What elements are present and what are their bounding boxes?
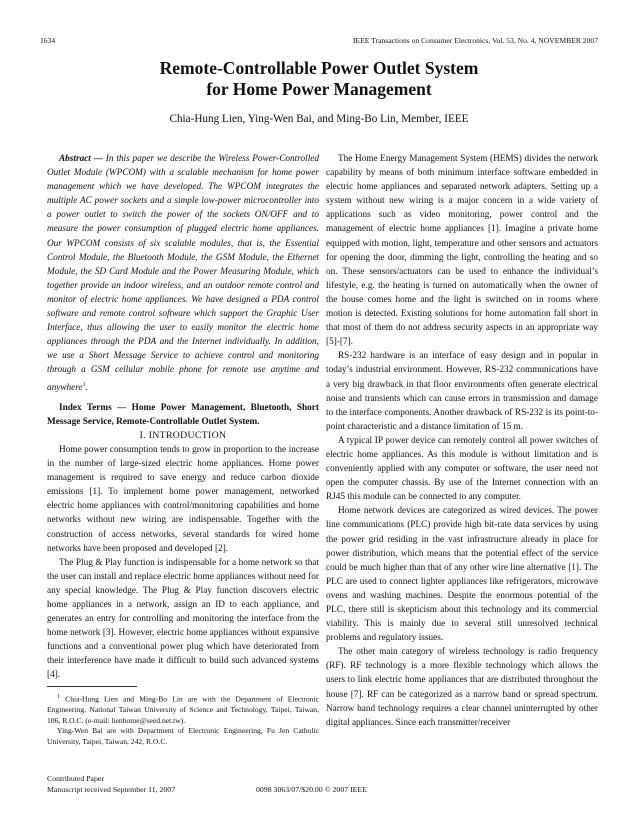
abstract-end: . bbox=[85, 382, 88, 393]
left-column bbox=[47, 152, 319, 683]
title-line-2: for Home Power Management bbox=[206, 79, 432, 99]
footnote-mark: 1 bbox=[57, 694, 60, 700]
right-paragraph: The other main category of wireless technology is radio frequency (RF). RF technology is a more flexible technology which allows the users to link electric home appliances that are distributed throughout the house [7]. RF can be categorized as a narrow band or spread spectrum. Narrow band technology requires a clear channel uninterrupted by other digital appliances. Since each transmitter/receiver bbox=[326, 647, 598, 728]
footnote bbox=[47, 692, 319, 747]
title-line-1: Remote-Controllable Power Outlet System bbox=[159, 58, 479, 78]
footnote-text-1: Chia-Hung Lien and Ming-Bo Lin are with the Department of Electronic Engineering, National Taiwan University of Science and Technology, Taipei, Taiwan, 106, R.O.C. (e-mail: lienhome@seed.net.tw). bbox=[47, 694, 320, 725]
abstract-label: Abstract — bbox=[59, 154, 103, 164]
manuscript-received: Manuscript received September 11, 2007 bbox=[47, 784, 176, 794]
bottom-notes bbox=[47, 774, 175, 795]
right-paragraph: Home network devices are categorized as wired devices. The power line communications (PLC) provide high bit-rate data services by using the power grid residing in the vast infrastructure already in place for power distribution, which means that the potential effect of the service could be much higher than that of any other wire line alternative [1]. The PLC are used to connect lighter appliances like refrigerators, microwave ovens and washing machines. Despite the enormous potential of the PLC, there still is skepticism about this technology and its commercial viability. This is mainly due to several still unresolved technical problems and regulatory issues. bbox=[326, 506, 598, 644]
abstract-footnote-mark: 1 bbox=[82, 381, 86, 388]
right-column bbox=[326, 152, 598, 730]
index-terms: Index Terms — Home Power Management, Bluetooth, Short Message Service, Remote-Controllable Outlet System. bbox=[47, 402, 319, 427]
left-paragraph: The Plug & Play function is indispensable for a home network so that the user can install and replace electric home appliances without need for any special knowledge. The Plug & Play function discovers electric home appliances in a network, assign an ID to each appliance, and generates an entry for controlling and monitoring the interface from the home network [3]. However, electric home appliances without expansive functions and a conventional power plug which have deteriorated from their interference have made it difficult to build such advanced systems [4]. bbox=[47, 557, 319, 681]
left-paragraph: Home power consumption tends to grow in proportion to the increase in the number of large-sized electric home appliances. Home power management is required to save energy and reduce carbon dioxide emissions [1]. To implement home power management, networked electric home appliances with control/monitoring capabilities and home networks without new wiring are indispensable. Together with the construction of access networks, several standards for wired home networks have been proposed and developed [2]. bbox=[47, 444, 319, 554]
section-heading-introduction: I. INTRODUCTION bbox=[139, 429, 227, 441]
right-paragraph: The Home Energy Management System (HEMS) divides the network capability by means of both minimum interface software embedded in electric home appliances and separated network adapters. Setting up a system without new wiring is a major concern in a wide variety of applications such as video monitoring, power control and the management of electric home appliances [1]. Imagine a private home equipped with motion, light, temperature and other sensors and actuators for opening the door, dimming the light, controlling the heating and so on. These sensors/actuators can be used to enhance the individual’s lifestyle, e.g. the heating is turned on automatically when the owner of the house comes home and the light is switched on in rooms where motion is detected. Existing solutions for home automation fall short in that most of them do not address security aspects in an appropriate way [5]-[7]. bbox=[326, 154, 598, 348]
contributed-paper-label: Contributed Paper bbox=[47, 774, 104, 783]
right-paragraph: RS-232 hardware is an interface of easy design and in popular in today’s industrial environment. However, RS-232 communications have a very big drawback in that floor environments often generate electrical noise and transients which can cause errors in transmission and damage to the interface components. Another drawback of RS-232 is its point-to-point characteristic and a distance limitation of 15 m. bbox=[326, 351, 598, 432]
abstract-text: In this paper we describe the Wireless Power-Controlled Outlet Module (WPCOM) with a scalable mechanism for home power management which we have developed. The WPCOM integrates the multiple AC power sockets and a simple low-power microcontroller into a power outlet to switch the power of the sockets ON/OFF and to measure the power consumption of plugged electric home appliances. Our WPCOM consists of six scalable modules, that is, the Essential Control Module, the Bluetooth Module, the GSM Module, the Ethernet Module, the SD Card Module and the Power Measuring Module, which together provide an indoor wireless, and an outdoor remote control and monitor of electric home appliances. We have designed a PDA control software and remote control software which support the Graphic User Interface, thus allowing the user to easily monitor the electric home appliances through the PDA and the Internet individually. In addition, we use a Short Message Service to achieve control and monitoring through a GSM cellular mobile phone for remote use anytime and anywhere bbox=[47, 154, 319, 393]
right-paragraph: A typical IP power device can remotely control all power switches of electric home appliances. As this module is without limitation and is conveniently applied with any computer or software, the user need not open the computer chassis. By use of the Internet connection with an RJ45 this module can be connected to any computer. bbox=[326, 435, 598, 503]
footnote-divider bbox=[47, 686, 137, 687]
footnote-text-2: Ying-Wen Bai are with Department of Electronic Engineering, Fu Jen Catholic University, Taipei, Taiwan, 242, R.O.C. bbox=[47, 726, 319, 746]
copyright-line: 0098 3063/07/$20.00 © 2007 IEEE bbox=[256, 785, 367, 794]
page-number: 1634 bbox=[40, 36, 56, 45]
abstract bbox=[47, 152, 319, 395]
journal-header: IEEE Transactions on Consumer Electronics, Vol. 53, No. 4, NOVEMBER 2007 bbox=[352, 36, 598, 45]
paper-title bbox=[40, 58, 598, 100]
author-list: Chia-Hung Lien, Ying-Wen Bai, and Ming-Bo Lin, Member, IEEE bbox=[169, 113, 469, 125]
footnote-affiliation bbox=[47, 692, 319, 726]
